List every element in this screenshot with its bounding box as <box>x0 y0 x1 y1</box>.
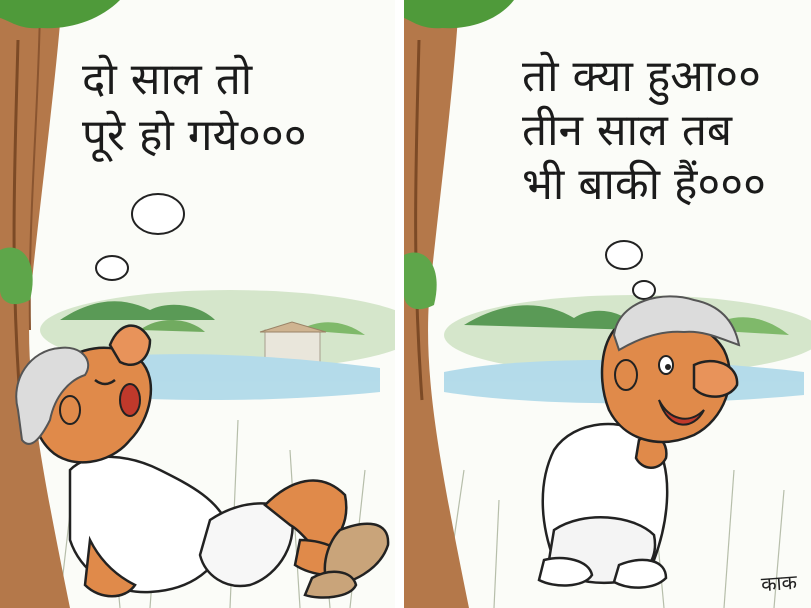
cartoon-panel-right <box>404 0 811 608</box>
thought-line: दो साल तो <box>82 54 253 105</box>
thought-bubble-large <box>132 194 184 234</box>
thought-bubble-small <box>633 281 655 299</box>
panel-divider <box>395 0 404 608</box>
thought-line: तीन साल तब <box>522 105 733 156</box>
cartoon-panel-left <box>0 0 395 608</box>
thought-line: भी बाकी हैं००० <box>522 159 767 210</box>
thought-bubble-small <box>96 256 128 280</box>
thought-line: पूरे हो गये००० <box>82 110 307 161</box>
artist-signature: काक <box>760 569 798 597</box>
thought-bubble-large <box>606 241 642 269</box>
thought-text-right <box>522 50 766 212</box>
thought-text-left <box>82 52 307 164</box>
thought-line: तो क्या हुआ०० <box>522 51 761 102</box>
